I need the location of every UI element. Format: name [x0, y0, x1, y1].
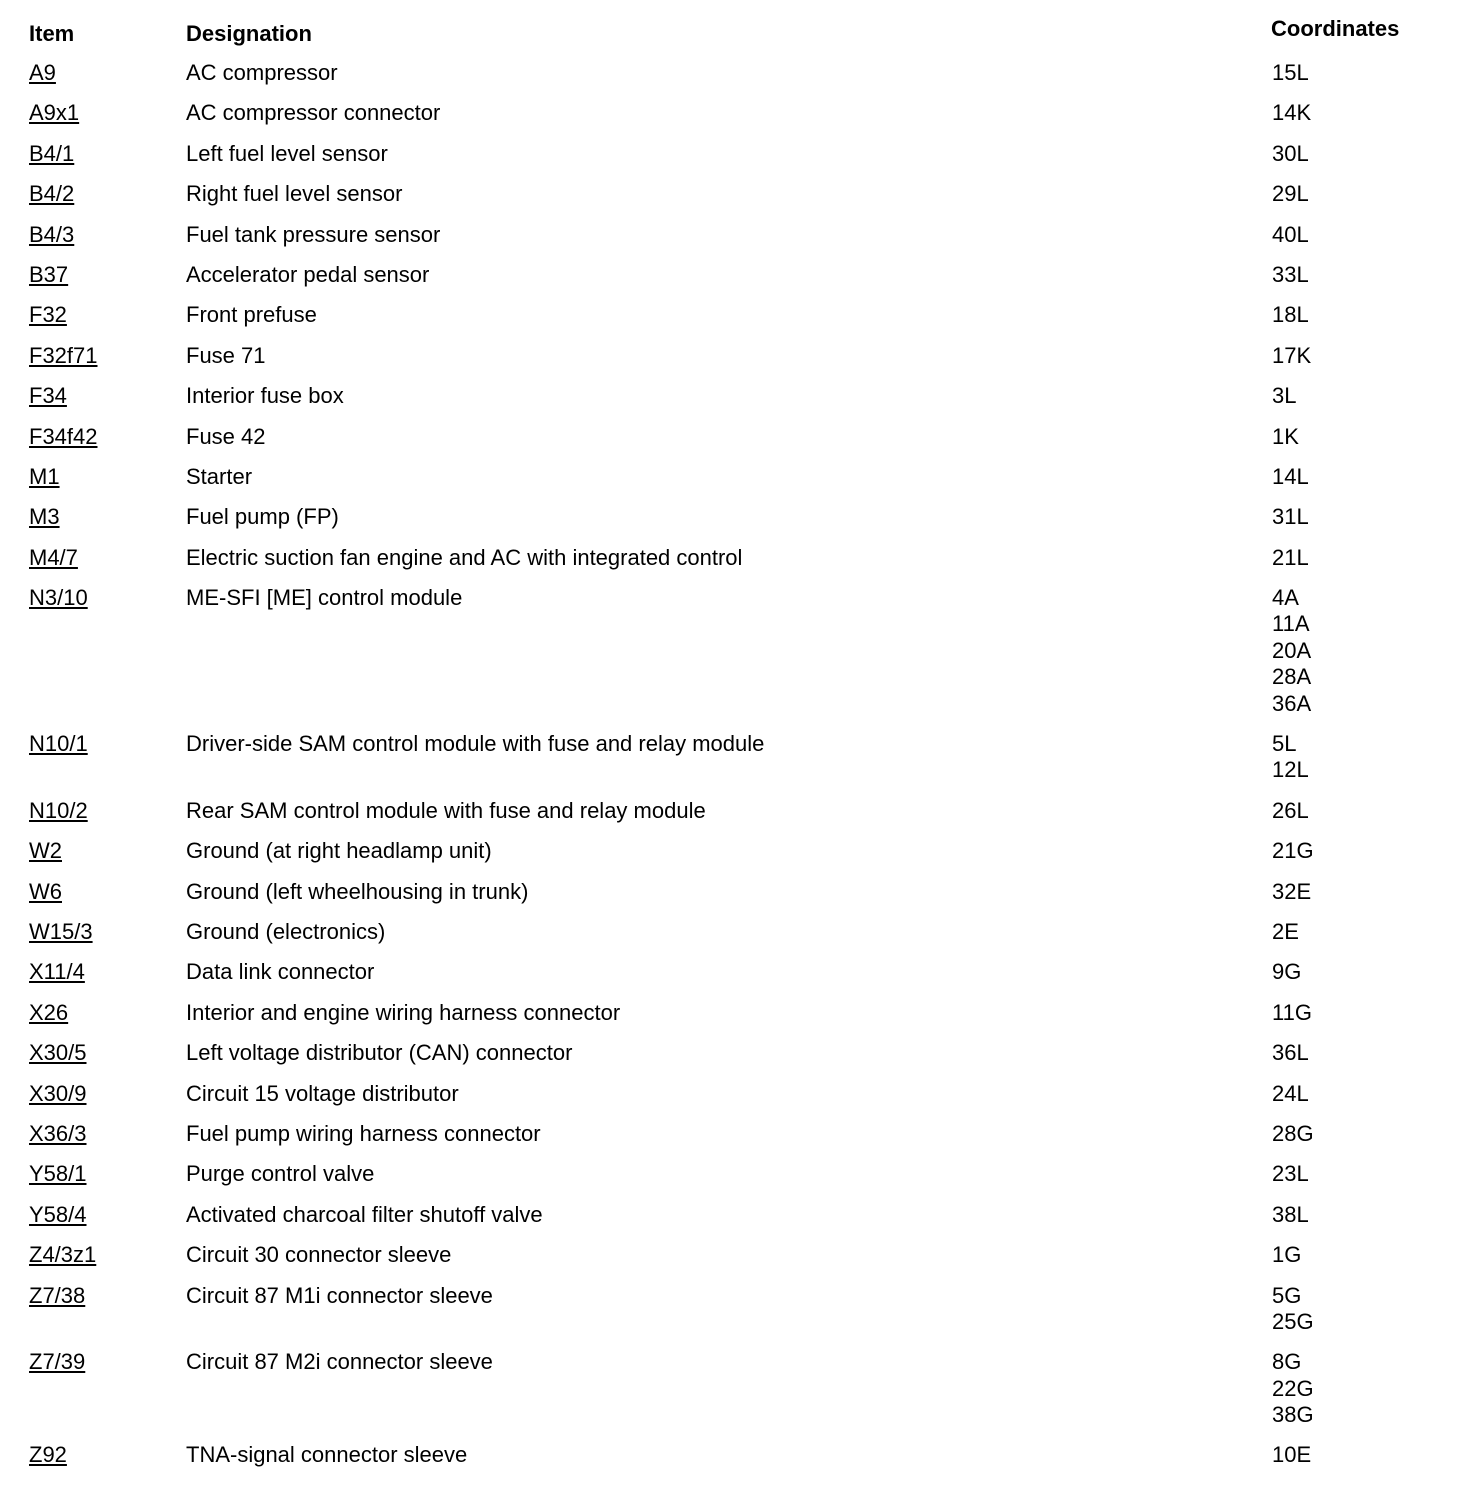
designation-text: Activated charcoal filter shutoff valve: [186, 1201, 543, 1227]
item-link[interactable]: W6: [29, 878, 62, 904]
coordinate-value: 10E: [1272, 1442, 1312, 1468]
item-link[interactable]: M4/7: [29, 544, 78, 570]
designation-text: Interior fuse box: [186, 383, 344, 409]
coordinate-value: 1K: [1272, 423, 1299, 449]
designation-text: Left fuel level sensor: [186, 140, 388, 166]
table-row: [0, 424, 1472, 450]
designation-text: Ground (electronics): [186, 918, 386, 944]
coordinates-cell: [1272, 1081, 1452, 1107]
coordinate-value: 5L: [1272, 731, 1297, 757]
coordinate-value: 24L: [1272, 1080, 1309, 1106]
coordinates-cell: [1272, 1283, 1452, 1336]
table-row: [0, 545, 1472, 571]
designation-text: Fuel tank pressure sensor: [186, 221, 441, 247]
designation-text: Fuel pump wiring harness connector: [186, 1120, 541, 1146]
coordinates-cell: [1272, 1242, 1452, 1268]
item-link[interactable]: N10/1: [29, 731, 88, 757]
table-row: [0, 181, 1472, 207]
coordinates-cell: [1272, 1161, 1452, 1187]
coordinates-cell: [1272, 1349, 1452, 1428]
item-link[interactable]: F34: [29, 383, 67, 409]
designation-text: AC compressor connector: [186, 100, 441, 126]
table-row: [0, 1202, 1472, 1228]
coordinates-cell: [1272, 464, 1452, 490]
table-row: [0, 879, 1472, 905]
item-link[interactable]: Y58/4: [29, 1201, 87, 1227]
designation-text: TNA-signal connector sleeve: [186, 1442, 468, 1468]
designation-text: Purge control valve: [186, 1161, 375, 1187]
item-link[interactable]: A9x1: [29, 100, 80, 126]
coordinate-value: 2E: [1272, 918, 1299, 944]
designation-text: Right fuel level sensor: [186, 181, 403, 207]
item-link[interactable]: Y58/1: [29, 1161, 87, 1187]
coordinates-cell: [1272, 60, 1452, 86]
designation-text: Left voltage distributor (CAN) connector: [186, 1040, 573, 1066]
coordinate-value: 36L: [1272, 1040, 1309, 1066]
coordinate-value: 20A: [1272, 637, 1312, 663]
coordinate-value: 22G: [1272, 1375, 1314, 1401]
table-row: [0, 1283, 1472, 1336]
table-row: [0, 262, 1472, 288]
designation-text: Accelerator pedal sensor: [186, 261, 430, 287]
coordinate-value: 36A: [1272, 690, 1312, 716]
item-link[interactable]: F34f42: [29, 423, 98, 449]
coordinates-cell: [1272, 383, 1452, 409]
designation-text: Fuse 71: [186, 342, 266, 368]
coordinates-cell: [1272, 1121, 1452, 1147]
coordinates-cell: [1272, 879, 1452, 905]
coordinate-value: 3L: [1272, 383, 1297, 409]
coordinate-value: 17K: [1272, 342, 1312, 368]
table-row: [0, 302, 1472, 328]
item-link[interactable]: F32f71: [29, 342, 98, 368]
table-row: [0, 1040, 1472, 1066]
designation-text: Circuit 30 connector sleeve: [186, 1242, 452, 1268]
item-link[interactable]: X11/4: [29, 959, 85, 985]
coordinates-cell: [1272, 262, 1452, 288]
coordinate-value: 32E: [1272, 878, 1312, 904]
item-link[interactable]: W2: [29, 838, 62, 864]
item-link[interactable]: B4/2: [29, 181, 75, 207]
designation-text: Electric suction fan engine and AC with integrated control: [186, 544, 743, 570]
designation-text: Fuse 42: [186, 423, 266, 449]
coordinate-value: 40L: [1272, 221, 1309, 247]
table-row: [0, 222, 1472, 248]
coordinate-value: 25G: [1272, 1308, 1314, 1334]
item-link[interactable]: N10/2: [29, 797, 88, 823]
designation-text: Circuit 87 M1i connector sleeve: [186, 1282, 493, 1308]
item-link[interactable]: B4/3: [29, 221, 75, 247]
table-row: [0, 343, 1472, 369]
coordinate-value: 14L: [1272, 463, 1309, 489]
coordinate-value: 30L: [1272, 140, 1309, 166]
coordinates-cell: [1272, 959, 1452, 985]
coordinates-cell: [1272, 424, 1452, 450]
coordinate-value: 11G: [1272, 999, 1312, 1025]
designation-text: Starter: [186, 463, 253, 489]
table-row: [0, 1121, 1472, 1147]
designation-text: Front prefuse: [186, 302, 317, 328]
item-link[interactable]: X26: [29, 999, 69, 1025]
coordinates-cell: [1272, 545, 1452, 571]
designation-text: Driver-side SAM control module with fuse and relay module: [186, 731, 765, 757]
coordinate-value: 11A: [1272, 611, 1310, 637]
coordinates-cell: [1272, 731, 1452, 784]
designation-text: Interior and engine wiring harness connector: [186, 999, 621, 1025]
table-row: [0, 60, 1472, 86]
designation-text: Fuel pump (FP): [186, 504, 339, 530]
item-link[interactable]: Z7/38: [29, 1282, 86, 1308]
designation-text: Rear SAM control module with fuse and relay module: [186, 797, 706, 823]
coordinates-cell: [1272, 504, 1452, 530]
coordinate-value: 38L: [1272, 1201, 1309, 1227]
coordinate-value: 38G: [1272, 1402, 1314, 1428]
designation-text: Circuit 15 voltage distributor: [186, 1080, 459, 1106]
coordinate-value: 15L: [1272, 60, 1309, 85]
coordinates-cell: [1272, 919, 1452, 945]
coordinates-cell: [1272, 1202, 1452, 1228]
table-row: [0, 919, 1472, 945]
coordinate-value: 21G: [1272, 838, 1314, 864]
coordinate-value: 12L: [1272, 757, 1309, 783]
coordinate-value: 29L: [1272, 181, 1309, 207]
item-link[interactable]: W15/3: [29, 918, 93, 944]
item-link[interactable]: B4/1: [29, 140, 75, 166]
item-link[interactable]: X36/3: [29, 1120, 87, 1146]
coordinate-value: 4A: [1272, 585, 1299, 611]
coordinates-cell: [1272, 222, 1452, 248]
table-row: [0, 959, 1472, 985]
coordinate-value: 28G: [1272, 1120, 1314, 1146]
item-link[interactable]: M1: [29, 463, 60, 489]
item-link[interactable]: Z7/39: [29, 1349, 86, 1375]
coordinate-value: 14K: [1272, 100, 1312, 126]
table-row: [0, 1161, 1472, 1187]
table-row: [0, 1081, 1472, 1107]
item-link[interactable]: X30/9: [29, 1080, 87, 1106]
coordinates-cell: [1272, 1040, 1452, 1066]
coordinates-cell: [1272, 181, 1452, 207]
coordinate-value: 18L: [1272, 302, 1309, 328]
coordinate-value: 33L: [1272, 261, 1309, 287]
table-row: [0, 838, 1472, 864]
header-designation: Designation: [186, 21, 312, 46]
header-coordinates: Coordinates: [1271, 16, 1400, 41]
designation-text: Ground (left wheelhousing in trunk): [186, 878, 529, 904]
coordinates-cell: [1272, 798, 1452, 824]
table-row: [0, 1442, 1472, 1468]
item-link[interactable]: A9: [29, 60, 56, 85]
table-row: [0, 504, 1472, 530]
coordinates-cell: [1272, 302, 1452, 328]
table-row: [0, 141, 1472, 167]
item-link[interactable]: N3/10: [29, 585, 88, 611]
legend-table-body: [0, 60, 1472, 1483]
designation-text: Ground (at right headlamp unit): [186, 838, 492, 864]
item-link[interactable]: Z92: [29, 1442, 67, 1468]
coordinate-value: 8G: [1272, 1349, 1302, 1375]
table-row: [0, 798, 1472, 824]
item-link[interactable]: Z4/3z1: [29, 1242, 97, 1268]
table-row: [0, 383, 1472, 409]
coordinates-cell: [1272, 1000, 1452, 1026]
coordinates-cell: [1272, 838, 1452, 864]
coordinate-value: 5G: [1272, 1282, 1302, 1308]
coordinate-value: 31L: [1272, 504, 1309, 530]
coordinates-cell: [1272, 100, 1452, 126]
table-row: [0, 1242, 1472, 1268]
table-row: [0, 1349, 1472, 1428]
item-link[interactable]: M3: [29, 504, 60, 530]
designation-text: AC compressor: [186, 60, 338, 85]
designation-text: Circuit 87 M2i connector sleeve: [186, 1349, 493, 1375]
table-row: [0, 585, 1472, 717]
table-row: [0, 464, 1472, 490]
table-row: [0, 1000, 1472, 1026]
item-link[interactable]: X30/5: [29, 1040, 87, 1066]
coordinate-value: 9G: [1272, 959, 1302, 985]
coordinates-cell: [1272, 141, 1452, 167]
coordinates-cell: [1272, 585, 1452, 717]
item-link[interactable]: F32: [29, 302, 67, 328]
coordinate-value: 1G: [1272, 1242, 1302, 1268]
header-item: Item: [29, 21, 75, 46]
table-row: [0, 731, 1472, 784]
coordinate-value: 21L: [1272, 544, 1309, 570]
coordinate-value: 26L: [1272, 797, 1309, 823]
coordinates-cell: [1272, 343, 1452, 369]
coordinate-value: 23L: [1272, 1161, 1309, 1187]
coordinate-value: 28A: [1272, 664, 1312, 690]
designation-text: Data link connector: [186, 959, 375, 985]
designation-text: ME-SFI [ME] control module: [186, 585, 463, 611]
table-row: [0, 100, 1472, 126]
item-link[interactable]: B37: [29, 261, 69, 287]
coordinates-cell: [1272, 1442, 1452, 1468]
